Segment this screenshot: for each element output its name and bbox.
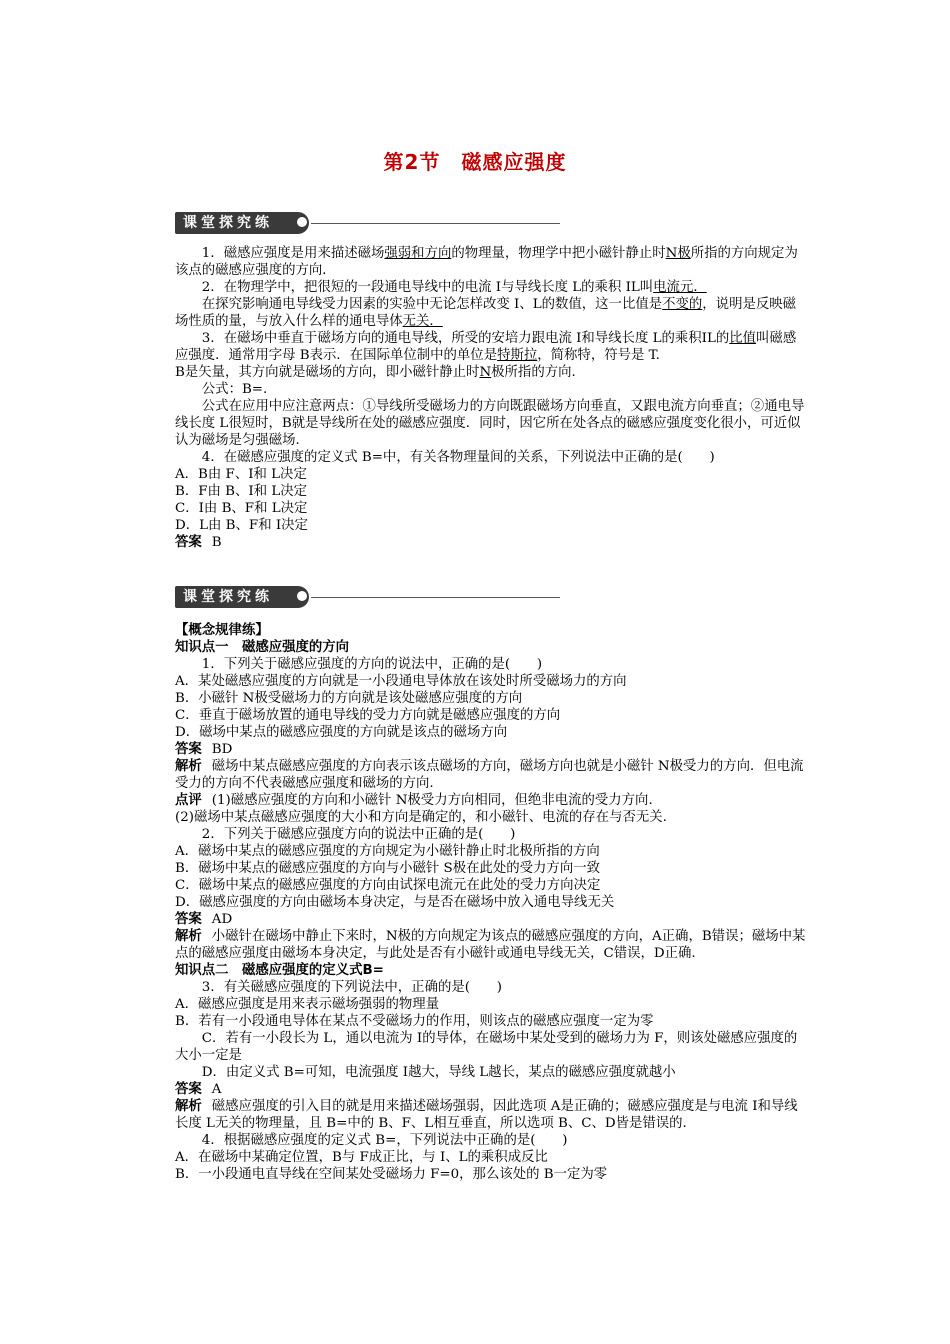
answer: 答案 A bbox=[175, 1082, 222, 1097]
option: C．若有一小段长为 L，通以电流为 I的导体，在磁场中某处受到的磁场力为 F，则该处磁感应强度的大小一定是 bbox=[175, 1031, 798, 1063]
paragraph: 在探究影响通电导线受力因素的实验中无论怎样改变 I、L的数值，这一比值是不变的，说明是反映磁场性质的量，与放入什么样的通电导体无关． bbox=[175, 297, 797, 329]
section-2-content bbox=[175, 622, 808, 1183]
question: 4．在磁感应强度的定义式 B=中，有关各物理量间的关系，下列说法中正确的是( ) bbox=[201, 450, 715, 465]
option: B．磁场中某点的磁感应强度的方向与小磁针 S极在此处的受力方向一致 bbox=[175, 861, 600, 876]
option: C．磁场中某点的磁感应强度的方向由试探电流元在此处的受力方向决定 bbox=[175, 878, 601, 893]
divider bbox=[311, 223, 560, 224]
section-banner-label: 课堂探究练 bbox=[175, 586, 309, 608]
knowledge-point-1: 知识点一 磁感应强度的方向 bbox=[175, 640, 350, 655]
option: A．磁感应强度是用来表示磁场强弱的物理量 bbox=[175, 997, 440, 1012]
paragraph: 1．磁感应强度是用来描述磁场强弱和方向的物理量，物理学中把小磁针静止时N极所指的方向规定为该点的磁感应强度的方向． bbox=[175, 246, 798, 278]
bullet-dot-icon bbox=[297, 217, 307, 227]
answer: 答案 B bbox=[175, 535, 222, 550]
explanation: 解析 小磁针在磁场中静止下来时，N极的方向规定为该点的磁感应强度的方向，A正确，B错误；磁场中某点的磁感应强度由磁场本身决定，与此处是否有小磁针或通电导线无关，C错误，D正确. bbox=[175, 929, 806, 961]
option: A．B由 F、I和 L决定 bbox=[175, 467, 307, 482]
option: A．磁场中某点的磁感应强度的方向规定为小磁针静止时北极所指的方向 bbox=[175, 844, 600, 859]
option: D．L由 B、F和 I决定 bbox=[175, 518, 308, 533]
option: D．由定义式 B=可知，电流强度 I越大，导线 L越长，某点的磁感应强度就越小 bbox=[201, 1065, 676, 1080]
section-banner-label: 课堂探究练 bbox=[175, 212, 309, 234]
section-banner-1 bbox=[175, 212, 560, 236]
comment-line: (2)磁场中某点磁感应强度的大小和方向是确定的，和小磁针、电流的存在与否无关. bbox=[175, 810, 667, 825]
question: 2．下列关于磁感应强度方向的说法中正确的是( ) bbox=[201, 827, 516, 842]
divider bbox=[311, 597, 560, 598]
question: 1．下列关于磁感应强度的方向的说法中，正确的是( ) bbox=[201, 657, 543, 672]
comment: 点评 (1)磁感应强度的方向和小磁针 N极受力方向相同，但绝非电流的受力方向. bbox=[175, 793, 653, 808]
question: 4．根据磁感应强度的定义式 B=，下列说法中正确的是( ) bbox=[201, 1133, 568, 1148]
section-banner-2 bbox=[175, 586, 560, 610]
option: A．在磁场中某确定位置，B与 F成正比，与 I、L的乘积成反比 bbox=[175, 1150, 548, 1165]
option: C．I由 B、F和 L决定 bbox=[175, 501, 308, 516]
question: 3．有关磁感应强度的下列说法中，正确的是( ) bbox=[201, 980, 502, 995]
paragraph: B是矢量，其方向就是磁场的方向，即小磁针静止时N极所指的方向. bbox=[175, 365, 576, 380]
option: B．若有一小段通电导体在某点不受磁场力的作用，则该点的磁感应强度一定为零 bbox=[175, 1014, 654, 1029]
paragraph: 公式在应用中应注意两点：①导线所受磁场力的方向既跟磁场方向垂直，又跟电流方向垂直；②通电导线长度 L很短时，B就是导线所在处的磁感应强度．同时，因它所在处各点的磁感应强度变化很小，可近似认为磁场是匀强磁场. bbox=[175, 399, 805, 448]
answer: 答案 AD bbox=[175, 912, 233, 927]
option: D．磁场中某点的磁感应强度的方向就是该点的磁场方向 bbox=[175, 725, 508, 740]
section-heading: 【概念规律练】 bbox=[175, 623, 269, 638]
option: B．一小段通电直导线在空间某处受磁场力 F=0，那么该处的 B一定为零 bbox=[175, 1167, 608, 1182]
section-1-content bbox=[175, 245, 808, 551]
option: B．F由 B、I和 L决定 bbox=[175, 484, 308, 499]
bullet-dot-icon bbox=[297, 591, 307, 601]
explanation: 解析 磁感应强度的引入目的就是用来描述磁场强弱，因此选项 A是正确的；磁感应强度是与电流 I和导线长度 L无关的物理量，且 B=中的 B、F、L相互垂直，所以选项 B、C、D皆是错误的. bbox=[175, 1099, 798, 1131]
page-title: 第2节 磁感应强度 bbox=[383, 150, 567, 174]
option: C．垂直于磁场放置的通电导线的受力方向就是磁感应强度的方向 bbox=[175, 708, 561, 723]
option: D．磁感应强度的方向由磁场本身决定，与是否在磁场中放入通电导线无关 bbox=[175, 895, 615, 910]
paragraph: 2．在物理学中，把很短的一段通电导线中的电流 I与导线长度 L的乘积 IL叫电流元． bbox=[201, 280, 707, 295]
option: A．某处磁感应强度的方向就是一小段通电导体放在该处时所受磁场力的方向 bbox=[175, 674, 627, 689]
answer: 答案 BD bbox=[175, 742, 233, 757]
knowledge-point-2: 知识点二 磁感应强度的定义式B= bbox=[175, 963, 384, 978]
formula-line: 公式：B=. bbox=[201, 382, 268, 397]
option: B．小磁针 N极受磁场力的方向就是该处磁感应强度的方向 bbox=[175, 691, 523, 706]
paragraph: 3．在磁场中垂直于磁场方向的通电导线，所受的安培力跟电流 I和导线长度 L的乘积IL的比值叫磁感应强度．通常用字母 B表示．在国际单位制中的单位是特斯拉，简称特，符号是 T. bbox=[175, 331, 797, 363]
explanation: 解析 磁场中某点磁感应强度的方向表示该点磁场的方向，磁场方向也就是小磁针 N极受力的方向．但电流受力的方向不代表磁感应强度和磁场的方向. bbox=[175, 759, 804, 791]
